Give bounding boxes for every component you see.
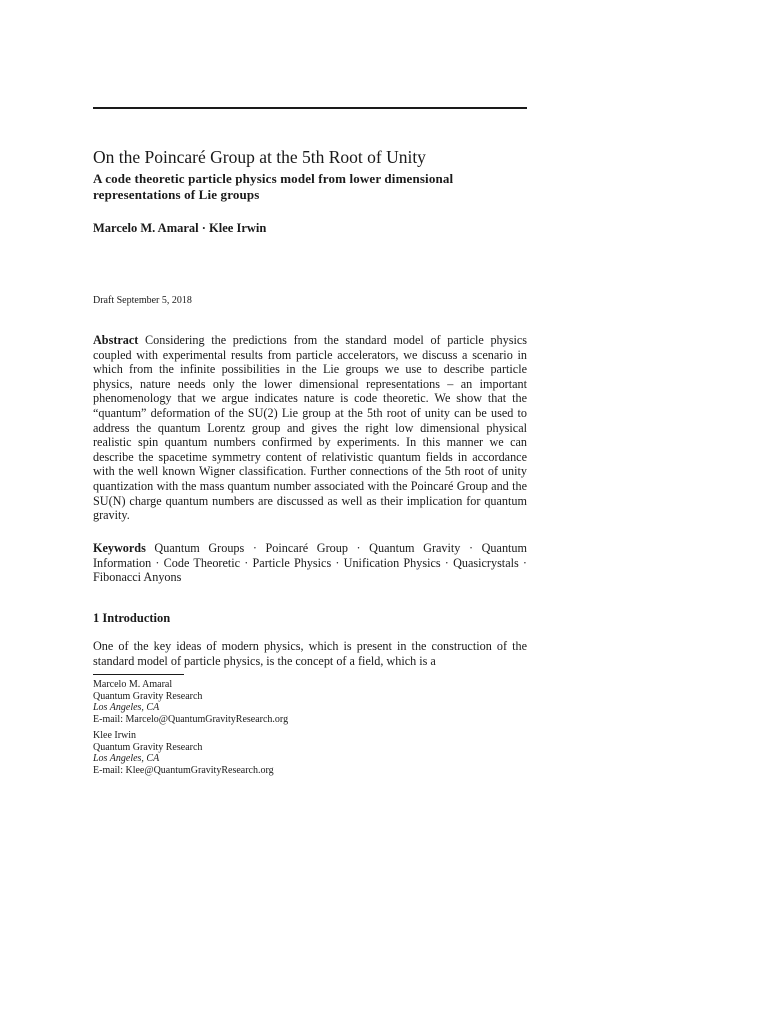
section-heading: 1 Introduction <box>93 611 171 625</box>
keywords-text: Quantum Groups · Poincaré Group · Quantum Gravity · Quantum Information · Code Theoretic · Particle Physics · Unification Physics · Quasicrystals · Fibonacci Anyons <box>93 541 527 585</box>
intro-paragraph: One of the key ideas of modern physics, which is present in the construction of the standard model of particle physics, is the concept of a field, which is a <box>93 639 527 668</box>
affiliation-org: Quantum Gravity Research <box>93 741 203 753</box>
draft-date: Draft September 5, 2018 <box>93 295 192 306</box>
paper-title: On the Poincaré Group at the 5th Root of Unity <box>93 147 426 167</box>
abstract <box>93 333 527 523</box>
affiliation-email: E-mail: Klee@QuantumGravityResearch.org <box>93 764 274 776</box>
abstract-label: Abstract <box>93 333 139 347</box>
keywords <box>93 541 527 585</box>
author-line: Marcelo M. Amaral · Klee Irwin <box>93 221 267 235</box>
affiliation-org: Quantum Gravity Research <box>93 690 203 702</box>
keywords-label: Keywords <box>93 541 146 555</box>
abstract-text: Considering the predictions from the standard model of particle physics coupled with experimental results from particle accelerators, we discuss a scenario in which from the infinite possibilities in the Lie groups we use to describe particle physics, nature needs only the lower dimensional representations – an important phenomenology that we argue indicates nature is code theoretic. We show that the “quantum” deformation of the SU(2) Lie group at the 5th root of unity can be used to address the quantum Lorentz group and gives the right low dimensional physical realistic spin quantum numbers confirmed by experiments. In this manner we can describe the spacetime symmetry content of relativistic quantum fields in accordance with the well known Wigner classification. Further connections of the 5th root of unity quantization with the mass quantum number associated with the Poincaré Group and the SU(N) charge quantum numbers are discussed as well as their implication for quantum gravity. <box>93 333 528 523</box>
affiliation-email: E-mail: Marcelo@QuantumGravityResearch.org <box>93 713 289 725</box>
affiliation-location: Los Angeles, CA <box>93 702 160 713</box>
affiliation-amaral <box>93 679 393 725</box>
affiliation-name: Klee Irwin <box>93 730 137 741</box>
affiliation-location: Los Angeles, CA <box>93 753 160 764</box>
affiliation-irwin <box>93 730 393 776</box>
footnote-rule <box>93 674 184 675</box>
top-rule <box>93 107 527 109</box>
paper-subtitle: A code theoretic particle physics model from lower dimensional representations of Lie groups <box>93 171 454 202</box>
affiliation-name: Marcelo M. Amaral <box>93 679 173 690</box>
